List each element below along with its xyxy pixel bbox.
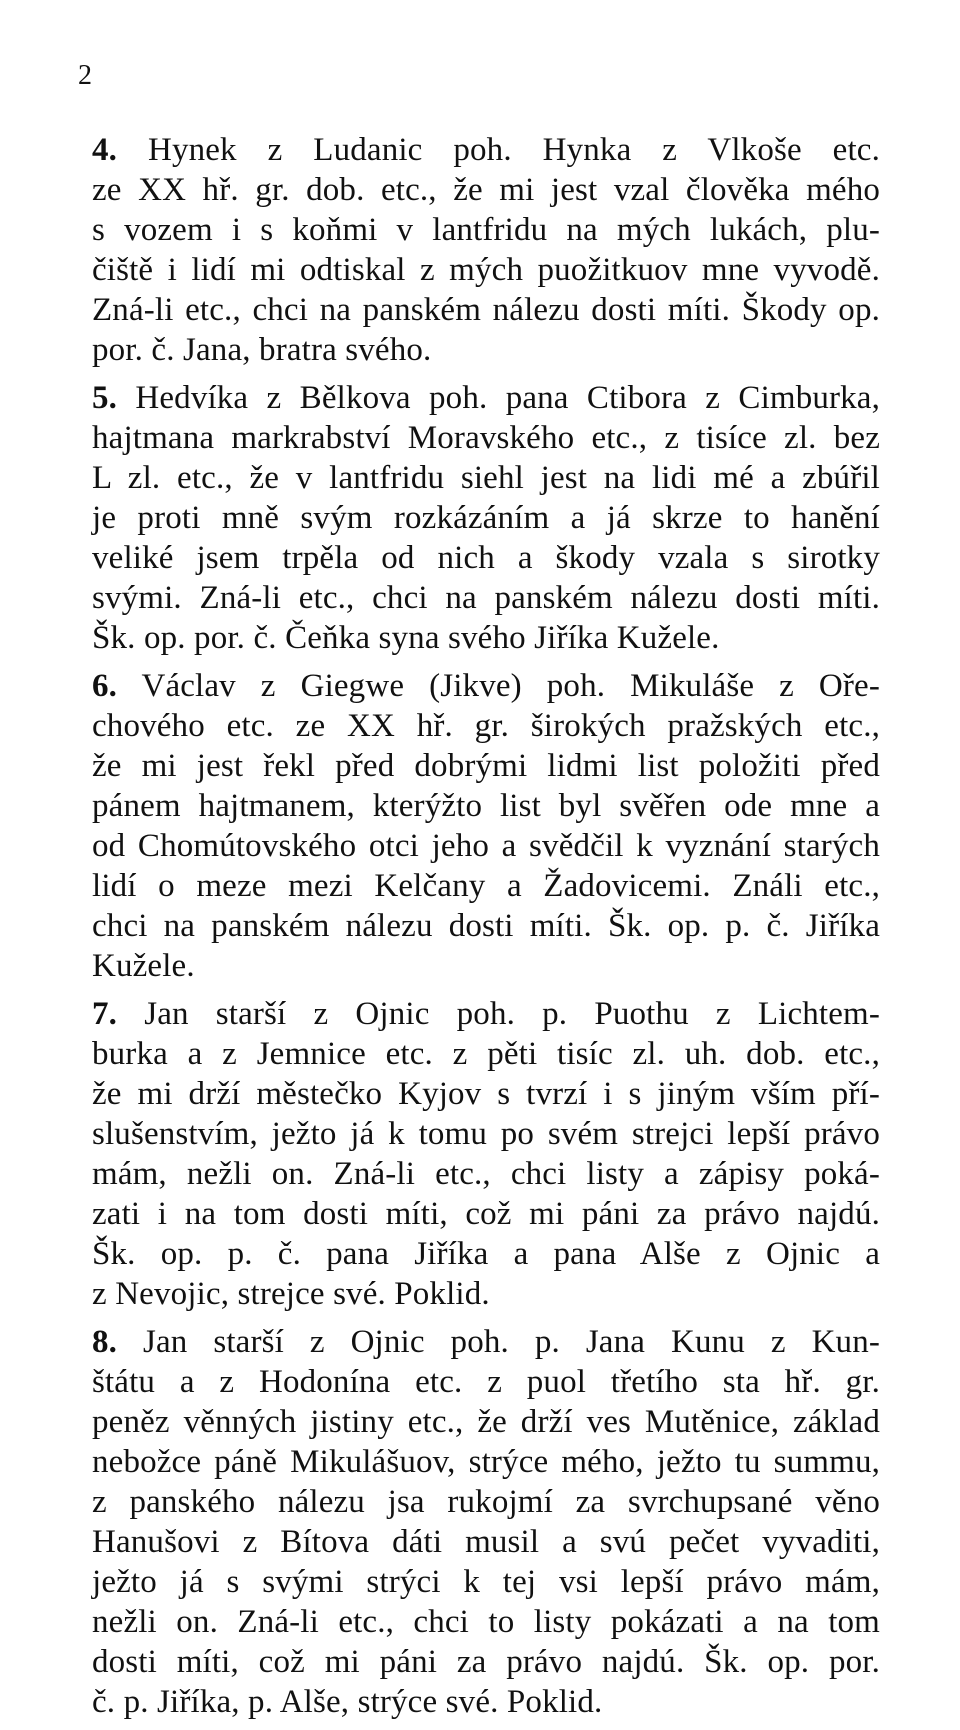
entry-line: chového etc. ze XX hř. gr. širokých pražských etc., — [92, 708, 880, 744]
entry-line-text: Hedvíka z Bělkova poh. pana Ctibora z Cimburka, — [117, 380, 880, 416]
entry-line: burka a z Jemnice etc. z pěti tisíc zl. uh. dob. etc., — [92, 1036, 880, 1072]
entry-line: zati i na tom dosti míti, což mi páni za právo najdú. — [92, 1196, 880, 1232]
entry-line: Šk. op. p. č. pana Jiříka a pana Alše z Ojnic a — [92, 1236, 880, 1272]
document-body — [92, 130, 880, 1730]
entry-line: chci na panském nálezu dosti míti. Šk. op. p. č. Jiříka — [92, 908, 880, 944]
entry-line-text: Hynek z Ludanic poh. Hynka z Vlkoše etc. — [117, 132, 880, 168]
entry-line: veliké jsem trpěla od nich a škody vzala s sirotky — [92, 540, 880, 576]
entry-5 — [92, 378, 880, 658]
entry-line — [92, 994, 880, 1034]
entry-line: od Chomútovského otci jeho a svědčil k vyznání starých — [92, 828, 880, 864]
entry-4 — [92, 130, 880, 370]
entry-line: peněz věnných jistiny etc., že drží ves Mutěnice, základ — [92, 1404, 880, 1440]
entry-line: ježto já s svými strýci k tej vsi lepší právo mám, — [92, 1564, 880, 1600]
entry-number: 7. — [92, 996, 118, 1032]
entry-line: L zl. etc., že v lantfridu siehl jest na lidi mé a zbúřil — [92, 460, 880, 496]
entry-line: štátu a z Hodonína etc. z puol třetího sta hř. gr. — [92, 1364, 880, 1400]
entry-number: 5. — [92, 380, 118, 416]
entry-8 — [92, 1322, 880, 1722]
entry-line: hajtmana markrabství Moravského etc., z tisíce zl. bez — [92, 420, 880, 456]
entry-line: je proti mně svým rozkázáním a já skrze to hanění — [92, 500, 880, 536]
entry-line: nežli on. Zná-li etc., chci to listy pokázati a na tom — [92, 1604, 880, 1640]
entry-line: lidí o meze mezi Kelčany a Žadovicemi. Ználi etc., — [92, 868, 880, 904]
entry-line: por. č. Jana, bratra svého. — [92, 332, 432, 368]
entry-line: pánem hajtmanem, kterýžto list byl svěřen ode mne a — [92, 788, 880, 824]
entry-line-text: Jan starší z Ojnic poh. p. Puothu z Lichtem- — [117, 996, 880, 1032]
entry-number: 6. — [92, 668, 118, 704]
entry-line: s vozem i s koňmi v lantfridu na mých lukách, plu- — [92, 212, 880, 248]
entry-line: že mi drží městečko Kyjov s tvrzí i s jiným vším pří- — [92, 1076, 880, 1112]
entry-line-text: Václav z Giegwe (Jikve) poh. Mikuláše z Oře- — [117, 668, 880, 704]
entry-line: slušenstvím, ježto já k tomu po svém strejci lepší právo — [92, 1116, 880, 1152]
entry-line — [92, 130, 880, 170]
entry-line — [92, 378, 880, 418]
entry-line: Šk. op. por. č. Čeňka syna svého Jiříka Kužele. — [92, 620, 720, 656]
entry-line: že mi jest řekl před dobrými lidmi list položiti před — [92, 748, 880, 784]
entry-line: Hanušovi z Bítova dáti musil a svú pečet vyvaditi, — [92, 1524, 880, 1560]
entry-line: svými. Zná-li etc., chci na panském nálezu dosti míti. — [92, 580, 880, 616]
entry-line: č. p. Jiříka, p. Alše, strýce své. Poklid. — [92, 1684, 603, 1720]
entry-line — [92, 1322, 880, 1362]
entry-7 — [92, 994, 880, 1314]
entry-line: nebožce páně Mikulášuov, strýce mého, ježto tu summu, — [92, 1444, 880, 1480]
entry-line-text: Jan starší z Ojnic poh. p. Jana Kunu z Kun- — [117, 1324, 880, 1360]
entry-6 — [92, 666, 880, 986]
page-number: 2 — [78, 60, 92, 91]
entry-number: 4. — [92, 132, 118, 168]
entry-line: Kužele. — [92, 948, 195, 984]
entry-line: z panského nálezu jsa rukojmí za svrchupsané věno — [92, 1484, 880, 1520]
entry-line: ze XX hř. gr. dob. etc., že mi jest vzal člověka mého — [92, 172, 880, 208]
entry-line: z Nevojic, strejce své. Poklid. — [92, 1276, 490, 1312]
entry-line — [92, 666, 880, 706]
entry-line: dosti míti, což mi páni za právo najdú. Šk. op. por. — [92, 1644, 880, 1680]
entry-number: 8. — [92, 1324, 118, 1360]
entry-line: čiště i lidí mi odtiskal z mých puožitkuov mne vyvodě. — [92, 252, 880, 288]
entry-line: mám, nežli on. Zná-li etc., chci listy a zápisy poká- — [92, 1156, 880, 1192]
entry-line: Zná-li etc., chci na panském nálezu dosti míti. Škody op. — [92, 292, 880, 328]
